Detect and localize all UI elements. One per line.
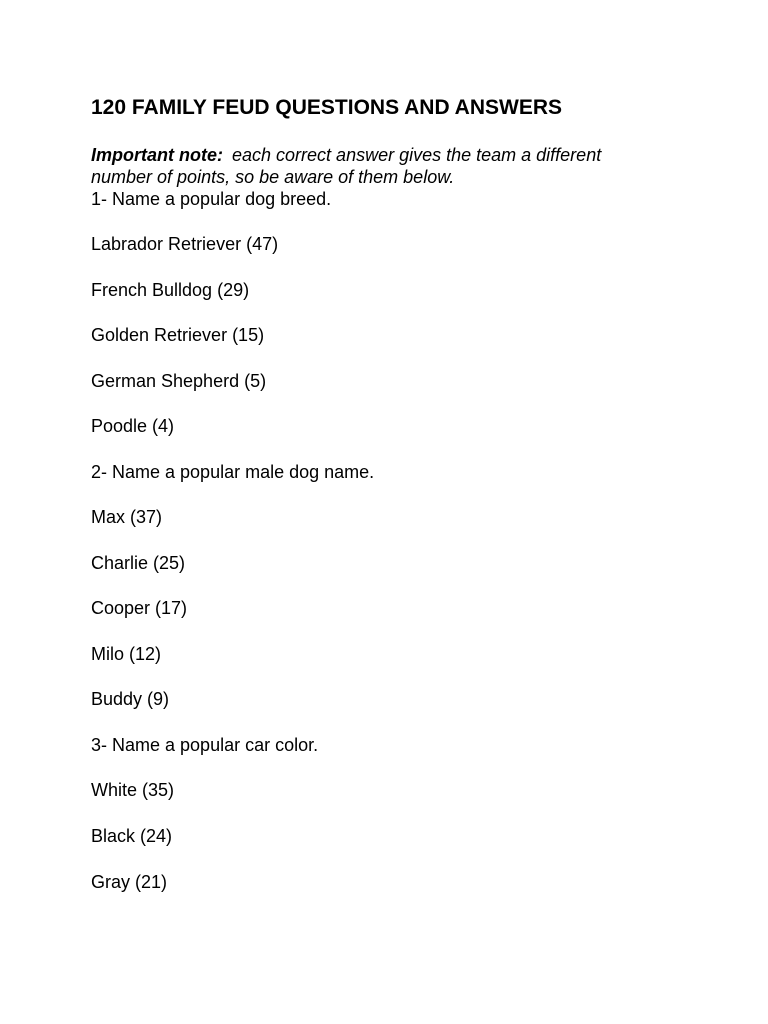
answer-text: Buddy (9) bbox=[91, 689, 170, 709]
answer-text: Gray (21) bbox=[91, 872, 168, 892]
answer-text: Black (24) bbox=[91, 826, 173, 846]
answer-text: Poodle (4) bbox=[91, 416, 175, 436]
answer-text: Cooper (17) bbox=[91, 598, 188, 618]
question-heading: 3- Name a popular car color. bbox=[91, 735, 319, 755]
answer-text: Charlie (25) bbox=[91, 553, 186, 573]
answer-text: Golden Retriever (15) bbox=[91, 325, 265, 345]
document-title: 120 FAMILY FEUD QUESTIONS AND ANSWERS bbox=[91, 96, 563, 119]
answer-text: White (35) bbox=[91, 780, 175, 800]
answer-text: Labrador Retriever (47) bbox=[91, 234, 279, 254]
answer-text: German Shepherd (5) bbox=[91, 371, 267, 391]
answer-text: Milo (12) bbox=[91, 644, 162, 664]
question-heading: 2- Name a popular male dog name. bbox=[91, 462, 375, 482]
note-label: Important note: bbox=[91, 145, 223, 165]
important-note bbox=[91, 144, 651, 188]
note-text: each correct answer gives the team a different number of points, so be aware of them below. bbox=[91, 145, 602, 187]
answer-text: French Bulldog (29) bbox=[91, 280, 250, 300]
answer-text: Max (37) bbox=[91, 507, 163, 527]
question-heading: 1- Name a popular dog breed. bbox=[91, 189, 332, 209]
